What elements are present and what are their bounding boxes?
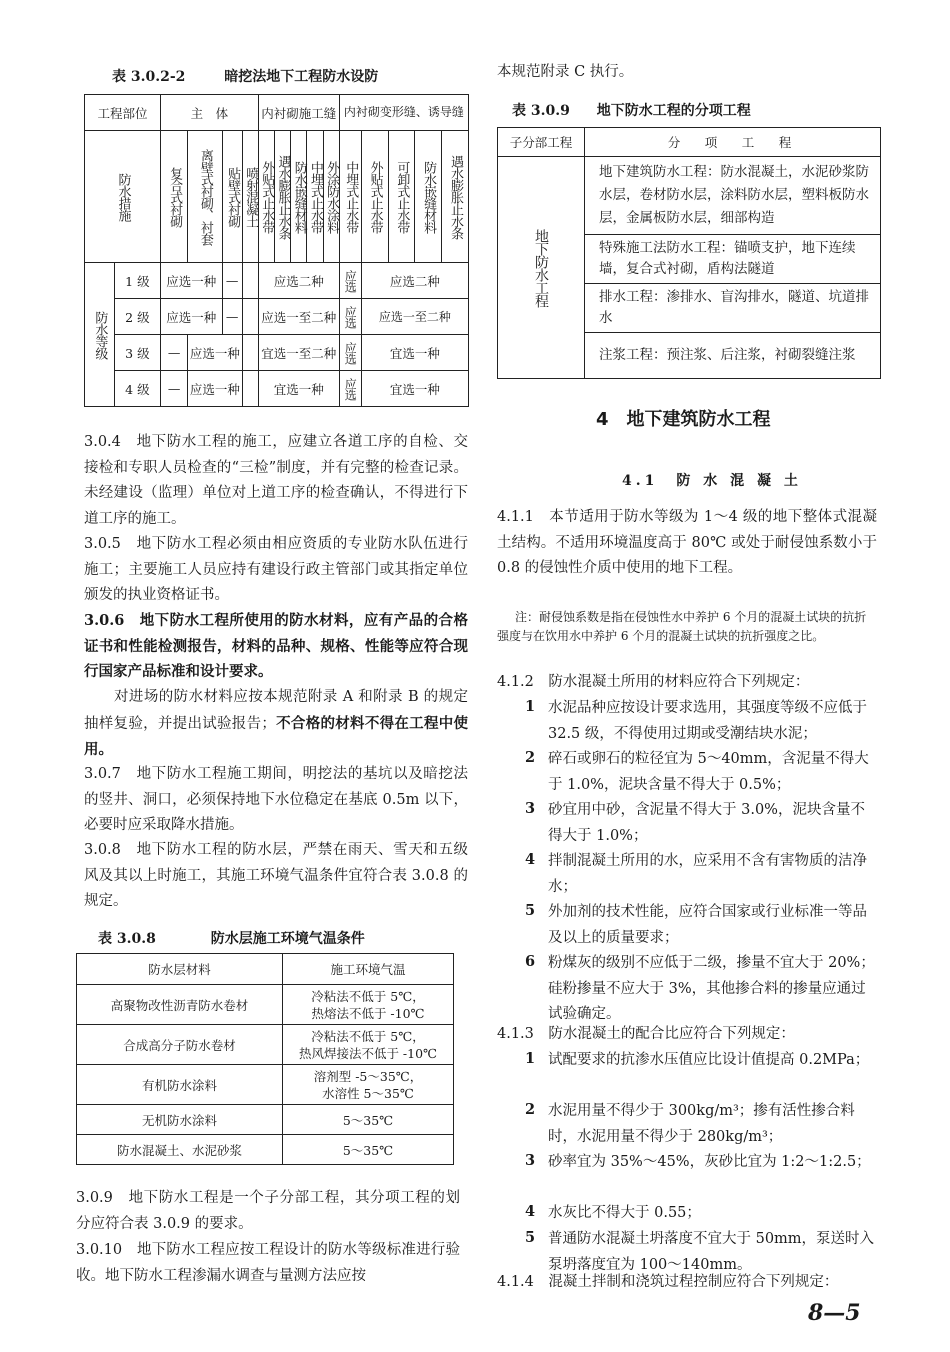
measure: 复合式衬砌 (161, 131, 188, 263)
list-item: 水泥品种应按设计要求选用，其强度等级不应低于 32.5 级，不得使用过期或受潮结块水泥； (548, 700, 867, 742)
measure: 外贴式止水带 (361, 131, 388, 263)
table-row: 注浆工程：预注浆、后注浆，衬砌裂缝注浆 (585, 333, 881, 379)
header-subdivision: 子分部工程 (498, 128, 585, 157)
header-measures: 防水措施 (85, 131, 161, 263)
page-number: 8—5 (808, 1300, 861, 1326)
clause-3-0-6-b: 对进场的防水材料应按本规范附录 A 和附录 B 的规定抽样复验，并提出试验报告；不合格的材料不得在工程中使用。 (84, 689, 468, 758)
clause-4-1-3: 4.1.3 防水混凝土的配合比应符合下列规定： (497, 1026, 795, 1042)
header-deform: 内衬砌变形缝、诱导缝 (339, 95, 468, 131)
table-row: 特殊施工法防水工程：锚喷支护，地下连续墙，复合式衬砌，盾构法隧道 (585, 235, 881, 284)
measure: 外涂防水涂料 (323, 131, 339, 263)
list-item-number: 4 (525, 851, 536, 868)
list-item: 水灰比不得大于 0.55； (548, 1205, 701, 1221)
subdivision-name: 地下防水工程 (498, 157, 585, 379)
list-item-number: 3 (525, 1152, 536, 1169)
measure: 外贴式止水带 (258, 131, 274, 263)
table-3-0-2-2: 工程部位 主 体 内衬砌施工缝 内衬砌变形缝、诱导缝 防水措施 复合式衬砌 离壁式衬砌、衬套 贴壁式衬砌 喷射混凝土 外贴式止水带 遇水膨胀止水条 防水嵌缝材料 中埋式止水带 外涂防水涂料 中埋式止水带 外贴式止水带 可卸式止水带 防水嵌缝材料 遇水膨胀止水条 防水等级 1 级 应选一种 — 应选二种 应选 应选二种 2 级 应选一种 — 应选一至二种 应选 应选一至二种 3 级 — 应选一种 宜选一至二种 应选 宜选一种 4 级 — 应选一种 宜选一种 应选 宜选一种 (84, 94, 469, 407)
measure: 中埋式止水带 (307, 131, 323, 263)
list-item-number: 2 (525, 1101, 536, 1118)
table-3-0-2-2-caption: 表 3.0.2-2 暗挖法地下工程防水设防 (112, 69, 379, 85)
list-item: 砂率宜为 35%～45%，灰砂比宜为 1:2～1:2.5； (548, 1154, 871, 1170)
measure: 可卸式止水带 (388, 131, 415, 263)
clause-3-0-10: 3.0.10 地下防水工程应按工程设计的防水等级标准进行验收。地下防水工程渗漏水调查与量测方法应按 (76, 1242, 460, 1284)
list-item-number: 1 (525, 1050, 536, 1067)
clause-3-0-8: 3.0.8 地下防水工程的防水层，严禁在雨天、雪天和五级风及其以上时施工，其施工环境气温条件宜符合表 3.0.8 的规定。 (84, 842, 468, 909)
list-item: 外加剂的技术性能，应符合国家或行业标准一等品及以上的质量要求； (548, 904, 867, 946)
table-row: 高聚物改性沥青防水卷材 冷粘法不低于 5℃， 热熔法不低于 -10℃ (77, 985, 454, 1025)
header-main: 主 体 (161, 95, 259, 131)
chapter-heading: 4 地下建筑防水工程 (596, 409, 771, 430)
table-row: 无机防水涂料 5～35℃ (77, 1105, 454, 1135)
measure: 离壁式衬砌、衬套 (188, 131, 222, 263)
list-item: 普通防水混凝土坍落度不宜大于 50mm，泵送时入泵坍落度宜为 100～140mm。 (548, 1231, 875, 1273)
list-item: 水泥用量不得少于 300kg/m³；掺有活性掺合料时，水泥用量不得少于 280kg/m³； (548, 1103, 855, 1145)
header-grade: 防水等级 (85, 263, 115, 407)
list-item-number: 6 (525, 953, 536, 970)
grade-cell: 1 级 (114, 263, 160, 299)
table-row: 合成高分子防水卷材 冷粘法不低于 5℃， 热风焊接法不低于 -10℃ (77, 1025, 454, 1065)
clause-3-0-5: 3.0.5 地下防水工程必须由相应资质的专业防水队伍进行施工；主要施工人员应持有建设行政主管部门或其指定单位颁发的执业资格证书。 (84, 536, 468, 603)
clause-4-1-4: 4.1.4 混凝土拌制和浇筑过程控制应符合下列规定： (497, 1274, 839, 1290)
table-row: 地下建筑防水工程：防水混凝土，水泥砂浆防水层，卷材防水层，涂料防水层，塑料板防水层，金属板防水层，细部构造 (585, 157, 881, 235)
section-heading: 4.1 防 水 混 凝 土 (622, 473, 802, 489)
clause-3-0-9: 3.0.9 地下防水工程是一个子分部工程，其分项工程的划分应符合表 3.0.9 的要求。 (76, 1190, 460, 1232)
table-3-0-9 (497, 127, 881, 379)
header-items: 分 项 工 程 (585, 128, 881, 157)
list-item-number: 3 (525, 800, 536, 817)
header-temp: 施工环境气温 (283, 954, 454, 985)
clause-3-0-4: 3.0.4 地下防水工程的施工，应建立各道工序的自检、交接检和专职人员检查的“三检”制度，并有完整的检查记录。未经建设（监理）单位对上道工序的检查确认，不得进行下道工序的施工。 (84, 434, 468, 527)
measure: 遇水膨胀止水条 (274, 131, 290, 263)
table-row: 防水混凝土、水泥砂浆 5～35℃ (77, 1135, 454, 1165)
measure: 喷射混凝土 (242, 131, 258, 263)
clause-3-0-6: 3.0.6 地下防水工程所使用的防水材料，应有产品的合格证书和性能检测报告，材料的品种、规格、性能等应符合现行国家产品标准和设计要求。 (84, 612, 468, 680)
header-joint: 内衬砌施工缝 (258, 95, 339, 131)
clause-4-1-2: 4.1.2 防水混凝土所用的材料应符合下列规定： (497, 674, 810, 690)
note-4-1-1: 注：耐侵蚀系数是指在侵蚀性水中养护 6 个月的混凝土试块的抗折强度与在饮用水中养护 6 个月的混凝土试块的抗折强度之比。 (497, 610, 867, 643)
list-item: 试配要求的抗渗水压值应比设计值提高 0.2MPa； (548, 1052, 870, 1068)
measure: 贴壁式衬砌 (222, 131, 242, 263)
list-item: 碎石或卵石的粒径宜为 5～40mm，含泥量不得大于 1.0%，泥块含量不得大于 0.5%； (548, 751, 869, 793)
list-item-number: 1 (525, 698, 536, 715)
table-3-0-8-caption: 表 3.0.8 防水层施工环境气温条件 (98, 931, 365, 947)
header-material: 防水层材料 (77, 954, 283, 985)
list-item: 粉煤灰的级别不应低于二级，掺量不宜大于 20%；硅粉掺量不应大于 3%，其他掺合料的掺量应通过试验确定。 (548, 955, 875, 1022)
table-3-0-9-caption: 表 3.0.9 地下防水工程的分项工程 (512, 103, 751, 119)
list-item-number: 2 (525, 749, 536, 766)
list-item-number: 5 (525, 902, 536, 919)
list-item-number: 5 (525, 1229, 536, 1246)
measure: 遇水膨胀止水条 (442, 131, 469, 263)
continued-text: 本规范附录 C 执行。 (497, 64, 634, 80)
table-row: 排水工程：渗排水、盲沟排水，隧道、坑道排水 (585, 284, 881, 333)
measure: 防水嵌缝材料 (291, 131, 307, 263)
table-3-0-8 (76, 953, 454, 1165)
clause-4-1-1: 4.1.1 本节适用于防水等级为 1～4 级的地下整体式混凝土结构。不适用环境温度高于 80℃ 或处于耐侵蚀系数小于 0.8 的侵蚀性介质中使用的地下工程。 (497, 509, 877, 576)
measure: 防水嵌缝材料 (415, 131, 442, 263)
measure: 中埋式止水带 (339, 131, 361, 263)
list-item-number: 4 (525, 1203, 536, 1220)
list-item: 砂宜用中砂，含泥量不得大于 3.0%，泥块含量不得大于 1.0%； (548, 802, 865, 844)
clause-3-0-7: 3.0.7 地下防水工程施工期间，明挖法的基坑以及暗挖法的竖井、洞口，必须保持地下水位稳定在基底 0.5m 以下，必要时应采取降水措施。 (84, 766, 468, 833)
list-item: 拌制混凝土所用的水，应采用不含有害物质的洁净水； (548, 853, 867, 895)
header-part: 工程部位 (85, 95, 161, 131)
table-row: 有机防水涂料 溶剂型 -5～35℃， 水溶性 5～35℃ (77, 1065, 454, 1105)
